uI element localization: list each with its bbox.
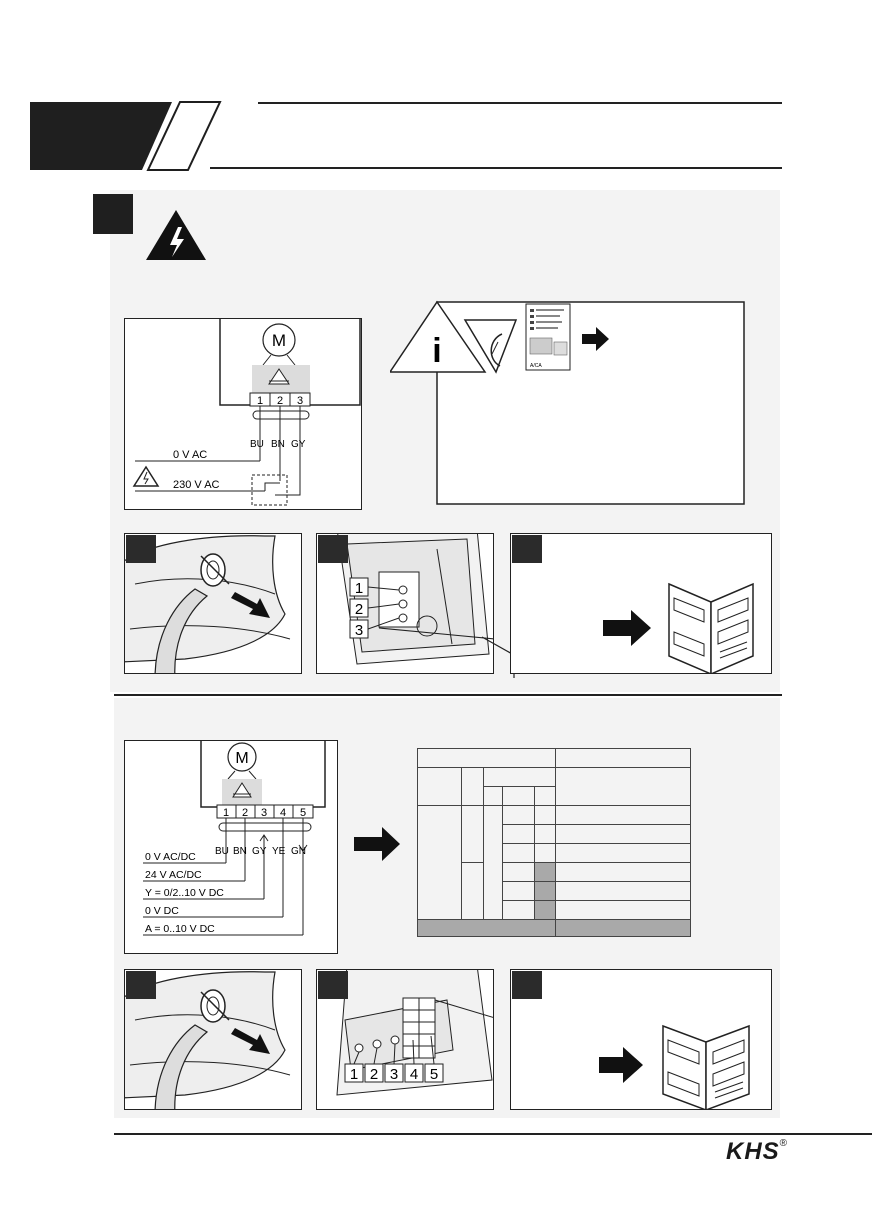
supply-0v-dc: 0 V DC — [145, 905, 179, 917]
terminal-1: 1 — [222, 807, 230, 819]
khs-logo — [726, 1138, 787, 1166]
supply-y-signal: Y = 0/2..10 V DC — [145, 887, 224, 899]
header-rule-top — [258, 102, 782, 104]
hazard-lightning-icon — [143, 207, 209, 263]
terminal-2: 2 — [241, 807, 249, 819]
wiring-diagram-24v — [124, 740, 338, 954]
step-refer-manual — [510, 969, 772, 1110]
footer-rule — [114, 1133, 872, 1135]
wire-bu: BU — [215, 846, 229, 857]
wire-bu: BU — [250, 439, 264, 450]
supply-24v-acdc: 24 V AC/DC — [145, 869, 202, 881]
step-refer-manual — [510, 533, 772, 674]
wire-gy: GY — [291, 439, 306, 450]
table-row — [418, 768, 691, 787]
callout-2: 2 — [369, 1066, 379, 1083]
supply-0v-acdc: 0 V AC/DC — [145, 851, 196, 863]
info-icon-letter: i — [432, 332, 442, 370]
motor-label: M — [271, 331, 287, 350]
arrow-right-icon — [603, 610, 651, 646]
callout-1: 1 — [354, 580, 364, 597]
manual-booklet-icon — [663, 1026, 749, 1110]
callout-4: 4 — [409, 1066, 419, 1083]
wire-gn: GN — [291, 846, 306, 857]
step-number-box — [126, 971, 156, 999]
terminal-3: 3 — [296, 395, 304, 407]
thumbnail-brand: A/CA — [530, 363, 542, 369]
terminal-4: 4 — [279, 807, 287, 819]
document-thumbnail — [526, 304, 570, 370]
motor-label: M — [235, 750, 249, 767]
wire-bn: BN — [233, 846, 247, 857]
arrow-right-icon — [599, 1047, 643, 1083]
arrow-right-icon — [354, 826, 402, 862]
table-row — [418, 749, 691, 768]
terminal-5: 5 — [299, 807, 307, 819]
step-number-box — [512, 535, 542, 563]
callout-2: 2 — [354, 601, 364, 618]
wire-bn: BN — [271, 439, 285, 450]
callout-3: 3 — [389, 1066, 399, 1083]
step-number-box — [318, 535, 348, 563]
step-number-box — [126, 535, 156, 563]
callout-5: 5 — [429, 1066, 439, 1083]
section-marker — [93, 194, 133, 234]
registered-mark: ® — [779, 1138, 788, 1149]
table-row — [418, 806, 691, 825]
supply-a-feedback: A = 0..10 V DC — [145, 923, 215, 935]
callout-3: 3 — [354, 622, 364, 639]
step-number-box — [318, 971, 348, 999]
wiring-diagram-230v — [124, 318, 362, 510]
header-rule-bottom — [210, 167, 782, 169]
terminal-2: 2 — [276, 395, 284, 407]
chapter-tab — [30, 100, 230, 172]
callout-1: 1 — [349, 1066, 359, 1083]
wire-ye: YE — [272, 846, 286, 857]
supply-0v-ac: 0 V AC — [173, 449, 208, 461]
spec-table — [417, 748, 691, 937]
wire-gy: GY — [252, 846, 267, 857]
table-row — [418, 920, 691, 937]
khs-logo-text: KHS — [726, 1138, 780, 1165]
step-number-box — [512, 971, 542, 999]
supply-230v-ac: 230 V AC — [173, 479, 220, 491]
terminal-3: 3 — [260, 807, 268, 819]
info-box — [390, 300, 746, 506]
manual-booklet-icon — [669, 584, 753, 674]
section-divider — [114, 694, 782, 696]
terminal-1: 1 — [256, 395, 264, 407]
